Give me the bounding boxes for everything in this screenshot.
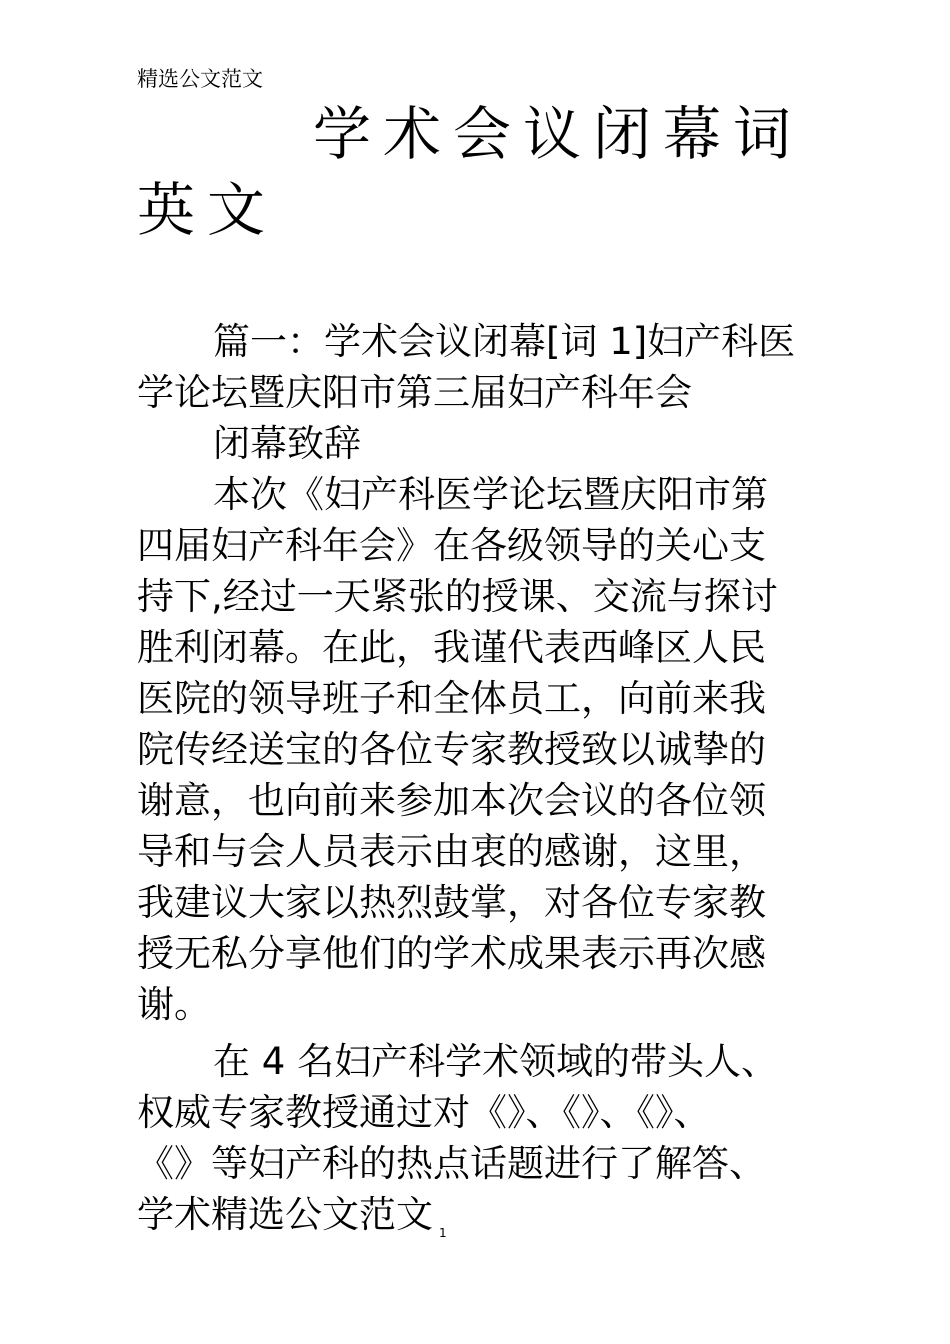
section-heading-continued [137, 367, 837, 418]
paragraph-1-line-1: 本次《妇产科医学论坛暨庆阳市第 [213, 473, 768, 516]
header-label: 精选公文范文 [137, 67, 263, 91]
paragraph-2-line-4 [137, 1189, 837, 1249]
section-heading [137, 316, 837, 367]
paragraph-1-line-5: 医院的领导班子和全体员工，向前来我 [137, 677, 766, 720]
document-body [137, 316, 837, 1249]
section-subheading [137, 418, 837, 469]
section-heading-line-1: 篇一：学术会议闭幕[词 1]妇产科医 [213, 320, 796, 363]
paragraph-1 [137, 469, 837, 1030]
paragraph-1-line-11: 谢。 [137, 983, 211, 1026]
paragraph-2-line-4-text: 学术精选公文范文 [137, 1193, 433, 1236]
paragraph-2-line-3: 《》等妇产科的热点话题进行了解答、 [137, 1142, 766, 1185]
document-title: 学术会议闭幕词英文 [137, 100, 804, 244]
paragraph-2-line-1: 在 4 名妇产科学术领域的带头人、 [213, 1040, 779, 1083]
section-heading-line-2: 学论坛暨庆阳市第三届妇产科年会 [137, 371, 692, 414]
paragraph-1-line-4: 胜利闭幕。在此，我谨代表西峰区人民 [137, 626, 766, 669]
paragraph-1-line-10: 授无私分享他们的学术成果表示再次感 [137, 932, 766, 975]
paragraph-2 [137, 1036, 837, 1249]
page-number: 1 [439, 1226, 447, 1240]
paragraph-1-line-9: 我建议大家以热烈鼓掌，对各位专家教 [137, 881, 766, 924]
section-subheading-text: 闭幕致辞 [213, 422, 361, 465]
paragraph-1-line-3: 持下,经过一天紧张的授课、交流与探讨 [137, 575, 778, 618]
paragraph-1-line-8: 导和与会人员表示由衷的感谢，这里， [137, 830, 766, 873]
paragraph-2-line-2: 权威专家教授通过对《》、《》、《》、 [137, 1091, 711, 1134]
paragraph-1-line-6: 院传经送宝的各位专家教授致以诚挚的 [137, 728, 766, 771]
paragraph-1-line-2: 四届妇产科年会》在各级领导的关心支 [137, 524, 766, 567]
paragraph-1-line-7: 谢意，也向前来参加本次会议的各位领 [137, 779, 766, 822]
